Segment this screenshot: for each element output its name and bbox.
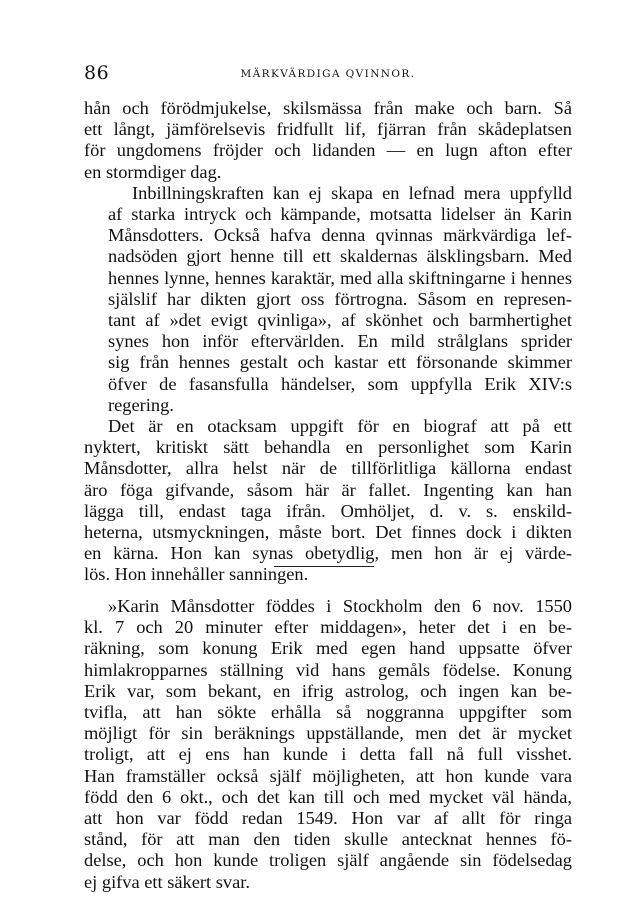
text-line: född den 6 okt., och det kan till och med mycket väl hända,	[84, 786, 572, 807]
text-line: lös. Hon innehåller sanningen.	[84, 564, 309, 585]
text-line: heterna, utsmyckningen, måste bort. Det finnes dock i dikten	[84, 522, 572, 543]
paragraph-4	[84, 596, 572, 893]
text-line: sig från hennes gestalt och kastar ett försonande skimmer	[108, 352, 572, 373]
text-line: himlakropparnes ställning vid hans gemåls födelse. Konung	[84, 659, 572, 680]
text-line: af starka intryck och kämpande, motsatta lidelser än Karin	[108, 204, 572, 225]
text-line: räkning, som konung Erik med egen hand uppsatte öfver	[84, 638, 572, 659]
text-line: äro föga gifvande, såsom här är fallet. Ingenting kan han	[84, 479, 572, 500]
text-line: synes hon inför eftervärlden. En mild strålglans sprider	[108, 331, 572, 352]
paragraph-2	[84, 183, 572, 416]
text-line: öfver de fasansfulla händelser, som uppfylla Erik XIV:s	[108, 373, 572, 394]
text-line: Det är en otacksam uppgift för en biograf att på ett	[108, 416, 572, 437]
text-line: hennes lynne, hennes karaktär, med alla skiftningarne i hennes	[108, 267, 572, 288]
text-line: själslif har dikten gjort oss förtrogna. Såsom en represen-	[108, 288, 572, 309]
text-line: Erik var, som bekant, en ifrig astrolog, och ingen kan be-	[84, 680, 572, 701]
text-line: tvifla, att han sökte erhålla så noggranna uppgifter som	[84, 702, 572, 723]
text-line: hån och förödmjukelse, skilsmässa från make och barn. Så	[84, 98, 572, 118]
text-line: tant af »det evigt qvinliga», af skönhet och barmhertighet	[108, 310, 572, 331]
text-line: delse, och hon kunde troligen själf angående sin födelsedag	[84, 850, 572, 871]
text-line: ej gifva ett säkert svar.	[84, 871, 250, 892]
text-line: Månsdotter, allra helst när de tillförlitliga källorna endast	[84, 458, 572, 479]
text-line: Han framställer också själf möjligheten, att hon kunde vara	[84, 765, 572, 786]
text-line: nyktert, kritiskt sätt behandla en personlighet som Karin	[84, 437, 572, 458]
text-line: Månsdotters. Också hafva denna qvinnas märkvärdiga lef-	[108, 225, 572, 246]
text-line: ett långt, jämförelsevis fridfullt lif, fjärran från skådeplatsen	[84, 119, 572, 140]
text-line: troligt, att ej ens han kunde i detta fall nå full visshet.	[84, 744, 572, 765]
quoted-passage	[84, 596, 572, 893]
text-line: för ungdomens fröjder och lidanden — en lugn afton efter	[84, 140, 572, 161]
paragraph-3	[84, 416, 572, 586]
running-title: MÄRKVÄRDIGA QVINNOR.	[240, 68, 416, 80]
text-line: nadsöden gjort henne till ett skaldernas älsklingsbarn. Med	[108, 246, 572, 267]
main-text	[84, 98, 572, 586]
text-line: möjligt för sin beräknings uppställande, men det är mycket	[84, 723, 572, 744]
text-line: stånd, för att man den tiden skulle antecknat hennes fö-	[84, 829, 572, 850]
paragraph-1	[84, 98, 572, 183]
page-header	[84, 62, 572, 86]
section-separator	[274, 566, 374, 567]
page-number: 86	[84, 62, 110, 84]
text-line: en kärna. Hon kan synas obetydlig, men hon är ej värde-	[84, 543, 572, 564]
text-line: lägga till, endast taga ifrån. Omhöljet, d. v. s. enskild-	[84, 500, 572, 521]
text-line: en stormdiger dag.	[84, 161, 222, 182]
text-line: att hon var född redan 1549. Hon var af allt för ringa	[84, 808, 572, 829]
text-line: »Karin Månsdotter föddes i Stockholm den 6 nov. 1550	[108, 596, 572, 616]
text-line: Inbillningskraften kan ej skapa en lefnad mera uppfylld	[132, 182, 572, 203]
text-line: kl. 7 och 20 minuter efter middagen», heter det i en be-	[84, 617, 572, 638]
text-line: regering.	[108, 394, 174, 415]
